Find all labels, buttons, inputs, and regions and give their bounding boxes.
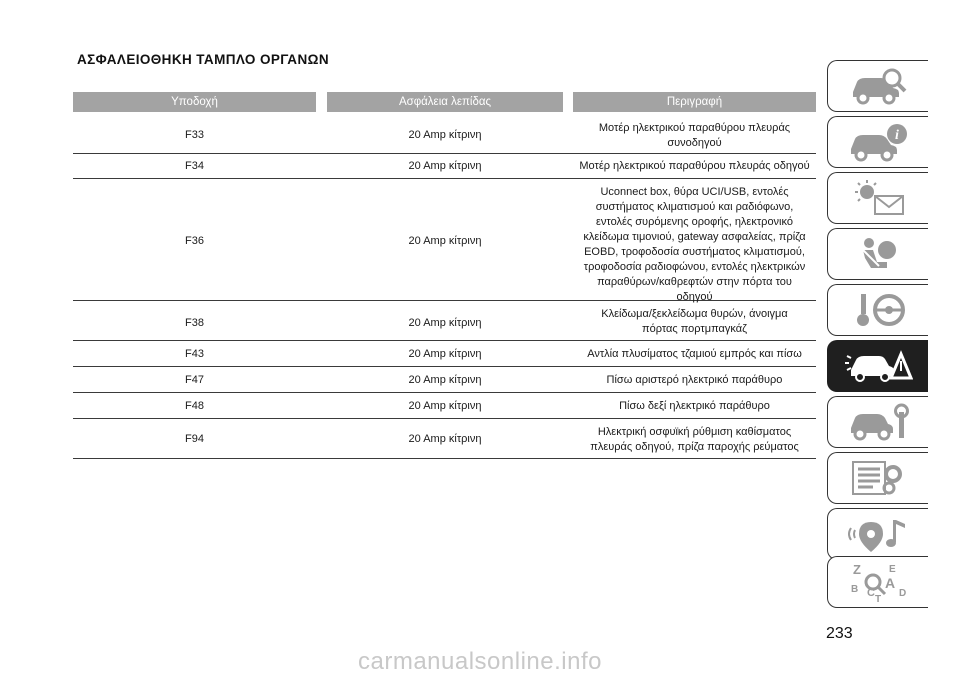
alphabetical-index-icon (843, 560, 913, 604)
index-letter: T (875, 594, 882, 604)
index-letter: D (899, 588, 907, 599)
column-header-fuse: Ασφάλεια λεπίδας (327, 92, 563, 112)
table-row (73, 154, 816, 179)
index-letter: E (889, 564, 896, 575)
side-tab-multimedia[interactable] (827, 508, 928, 560)
description-cell: Πίσω δεξί ηλεκτρικό παράθυρο (619, 400, 770, 412)
table-row (73, 301, 816, 341)
side-tab-warning-lights[interactable] (827, 172, 928, 224)
svg-text:i: i (895, 128, 899, 143)
side-tab-maintenance[interactable] (827, 396, 928, 448)
slot-cell: F36 (185, 235, 204, 247)
fuse-cell: 20 Amp κίτρινη (408, 374, 482, 386)
description-cell: Κλείδωμα/ξεκλείδωμα θυρών, άνοιγμα πόρτας πορτμπαγκάζ (601, 308, 788, 335)
side-tab-safety[interactable] (827, 228, 928, 280)
table-row (73, 341, 816, 367)
description-cell: Μοτέρ ηλεκτρικού παραθύρου πλευράς συνοδηγού (598, 122, 791, 149)
side-tab-emergency[interactable] (827, 340, 928, 392)
fuse-cell: 20 Amp κίτρινη (408, 160, 482, 172)
multimedia-note-icon (843, 514, 913, 554)
description-cell: Uconnect box, θύρα UCI/USB, εντολές συστήματος κλιματισμού και ραδιόφωνο, εντολές συρόμενης οροφής, ηλεκτρονικό κλείδωμα τιμονιού, gateway ασφαλείας, πρίζα EOBD, τροφοδοσία συστήματος κλιματισμού, τροφοδοσία ραδιοφώνου, εντολές ηλεκτρικών παραθύρων/καθρεφτών στην πόρτα του οδηγού (583, 186, 806, 303)
slot-cell: F33 (185, 129, 204, 141)
slot-cell: F94 (185, 433, 204, 445)
description-cell: Πίσω αριστερό ηλεκτρικό παράθυρο (606, 374, 783, 386)
index-letter: A (885, 575, 896, 591)
table-row (73, 112, 816, 154)
description-cell: Μοτέρ ηλεκτρικού παραθύρου πλευράς οδηγού (579, 160, 810, 172)
slot-cell: F38 (185, 317, 204, 329)
table-row (73, 393, 816, 419)
page-title: ΑΣΦΑΛΕΙΟΘΗΚΗ ΤΑΜΠΛΟ ΟΡΓΑΝΩΝ (77, 52, 329, 67)
slot-cell: F47 (185, 374, 204, 386)
airbag-seatbelt-icon (843, 234, 913, 274)
car-wrench-icon (843, 402, 913, 442)
specs-gear-icon (843, 458, 913, 498)
table-row (73, 179, 816, 301)
column-header-description: Περιγραφή (573, 92, 816, 112)
fuse-cell: 20 Amp κίτρινη (408, 348, 482, 360)
key-steering-wheel-icon (843, 290, 913, 330)
side-tab-index[interactable] (827, 556, 928, 608)
warning-lights-envelope-icon (843, 178, 913, 218)
watermark: carmanualsonline.info (358, 648, 602, 675)
page-number: 233 (826, 625, 853, 642)
fuse-cell: 20 Amp κίτρινη (408, 433, 482, 445)
table-row (73, 419, 816, 459)
car-breakdown-triangle-icon (843, 346, 913, 386)
side-tab-starting-driving[interactable] (827, 284, 928, 336)
column-header-slot: Υποδοχή (73, 92, 316, 112)
slot-cell: F43 (185, 348, 204, 360)
car-search-icon (843, 66, 913, 106)
slot-cell: F48 (185, 400, 204, 412)
index-letter: C (867, 587, 875, 599)
side-tab-car-info[interactable] (827, 116, 928, 168)
description-cell: Αντλία πλυσίματος τζαμιού εμπρός και πίσω (587, 348, 802, 360)
fuse-cell: 20 Amp κίτρινη (408, 129, 482, 141)
car-info-icon (843, 122, 913, 162)
side-tab-technical-specs[interactable] (827, 452, 928, 504)
fuse-cell: 20 Amp κίτρινη (408, 400, 482, 412)
fuse-cell: 20 Amp κίτρινη (408, 235, 482, 247)
index-letter: Z (853, 562, 861, 577)
side-tab-car-search[interactable] (827, 60, 928, 112)
index-letter: B (851, 584, 859, 595)
fuse-cell: 20 Amp κίτρινη (408, 317, 482, 329)
slot-cell: F34 (185, 160, 204, 172)
description-cell: Ηλεκτρική οσφυϊκή ρύθμιση καθίσματος πλευράς οδηγού, πρίζα παροχής ρεύματος (590, 426, 799, 453)
table-row (73, 367, 816, 393)
